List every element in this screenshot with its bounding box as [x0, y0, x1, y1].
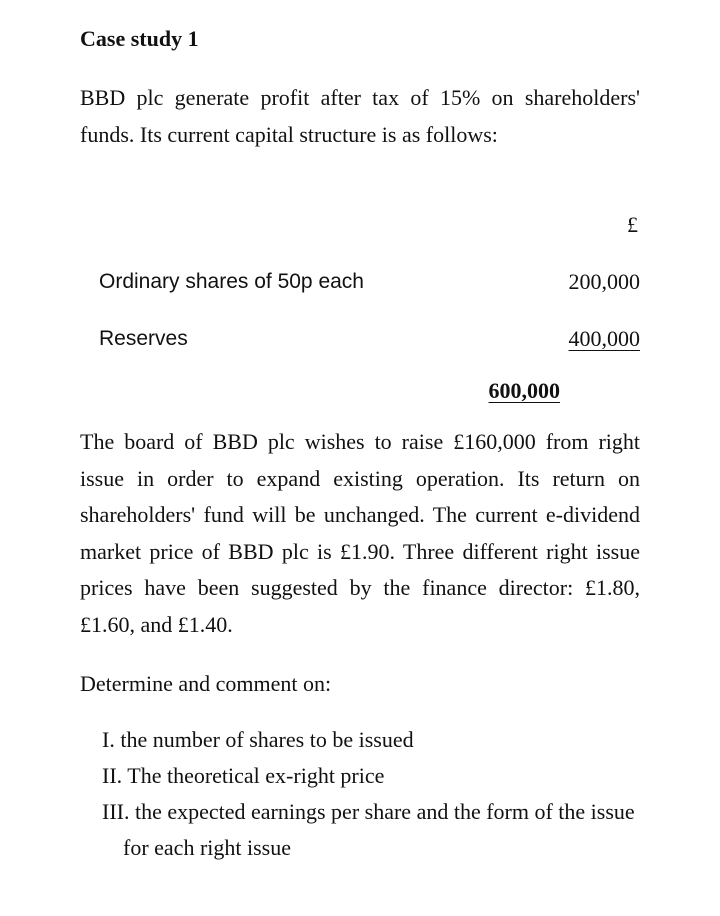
currency-header: £	[627, 212, 638, 237]
task-item-3: III. the expected earnings per share and the form of the issue for each right issue	[102, 799, 635, 860]
task-item-2: II. The theoretical ex-right price	[102, 763, 385, 788]
capital-item-label-ordinary-shares: Ordinary shares of 50p each	[99, 270, 364, 293]
task-intro: Determine and comment on:	[80, 671, 332, 696]
capital-total: 600,000	[488, 378, 560, 403]
intro-paragraph: BBD plc generate profit after tax of 15% on shareholders' funds. Its current capital structure is as follows:	[80, 85, 640, 147]
body-paragraph: The board of BBD plc wishes to raise £160,000 from right issue in order to expand existing operation. Its return on shareholders' fund will be unchanged. The current e-dividend market price of BBD plc is £1.90. Three different right issue prices have been suggested by the finance director: £1.80, £1.60, and £1.40.	[80, 429, 640, 637]
capital-item-label-reserves: Reserves	[99, 327, 188, 350]
case-study-title: Case study 1	[80, 26, 199, 51]
task-item-1: I. the number of shares to be issued	[102, 727, 414, 752]
capital-item-value-reserves: 400,000	[568, 326, 640, 351]
capital-item-value-ordinary-shares: 200,000	[568, 269, 640, 294]
